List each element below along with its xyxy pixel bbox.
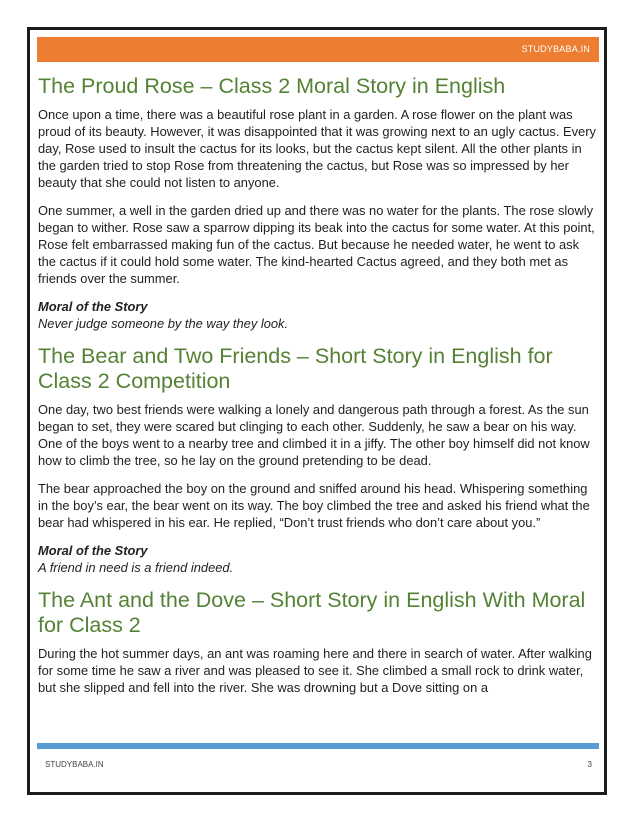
page-number: 3	[587, 760, 592, 769]
story-title: The Proud Rose – Class 2 Moral Story in English	[38, 74, 506, 98]
story-proud-rose	[38, 74, 600, 332]
story-ant-dove	[38, 588, 600, 696]
header-bar	[37, 37, 599, 62]
footer-bar	[37, 743, 599, 749]
moral-title: Moral of the Story	[38, 543, 148, 558]
story-paragraph: During the hot summer days, an ant was roaming here and there in search of water. After walking for some time he saw a river and was pleased to see it. She climbed a small rock to drink water, but she slipped and fell into the river. She was drowning but a Dove sitting on a	[38, 646, 592, 695]
moral-title: Moral of the Story	[38, 299, 148, 314]
moral-text: Never judge someone by the way they look.	[38, 316, 289, 331]
story-paragraph: The bear approached the boy on the ground and sniffed around his head. Whispering something in the boy’s ear, the bear went on its way. The boy climbed the tree and asked his friend what the bear had whispered in his ear. He replied, “Don’t trust friends who don’t care about you.”	[38, 481, 590, 530]
document-page	[27, 27, 607, 795]
story-title: The Ant and the Dove – Short Story in English With Moral for Class 2	[38, 588, 586, 637]
document-content	[38, 74, 600, 707]
story-paragraph: Once upon a time, there was a beautiful rose plant in a garden. A rose flower on the plant was proud of its beauty. However, it was disappointed that it was growing next to an ugly cactus. Every day, Rose used to insult the cactus for its looks, but the cactus kept silent. All the other plants in the garden tried to stop Rose from threatening the cactus, but Rose was so impressed by her beauty that she could not listen to anyone.	[38, 107, 596, 190]
moral-text: A friend in need is a friend indeed.	[38, 560, 234, 575]
story-moral	[38, 542, 600, 576]
story-paragraph: One summer, a well in the garden dried up and there was no water for the plants. The rose slowly began to wither. Rose saw a sparrow dipping its beak into the cactus for some water. At this point, Rose felt embarrassed making fun of the cactus. But because he needed water, he went to ask the cactus if it could hold some water. The kind-hearted Cactus agreed, and they both met as friends over the summer.	[38, 203, 595, 286]
footer-site: STUDYBABA.IN	[45, 760, 104, 769]
header-brand: STUDYBABA.IN	[521, 44, 590, 54]
story-bear-two-friends	[38, 344, 600, 576]
story-paragraph: One day, two best friends were walking a lonely and dangerous path through a forest. As the sun began to set, they were scared but clinging to each other. Suddenly, he saw a bear on his way. One of the boys went to a nearby tree and climbed it in a jiffy. The other boy himself did not know how to climb the tree, so he lay on the ground pretending to be dead.	[38, 402, 590, 468]
story-moral	[38, 298, 600, 332]
story-title: The Bear and Two Friends – Short Story in English for Class 2 Competition	[38, 344, 553, 393]
